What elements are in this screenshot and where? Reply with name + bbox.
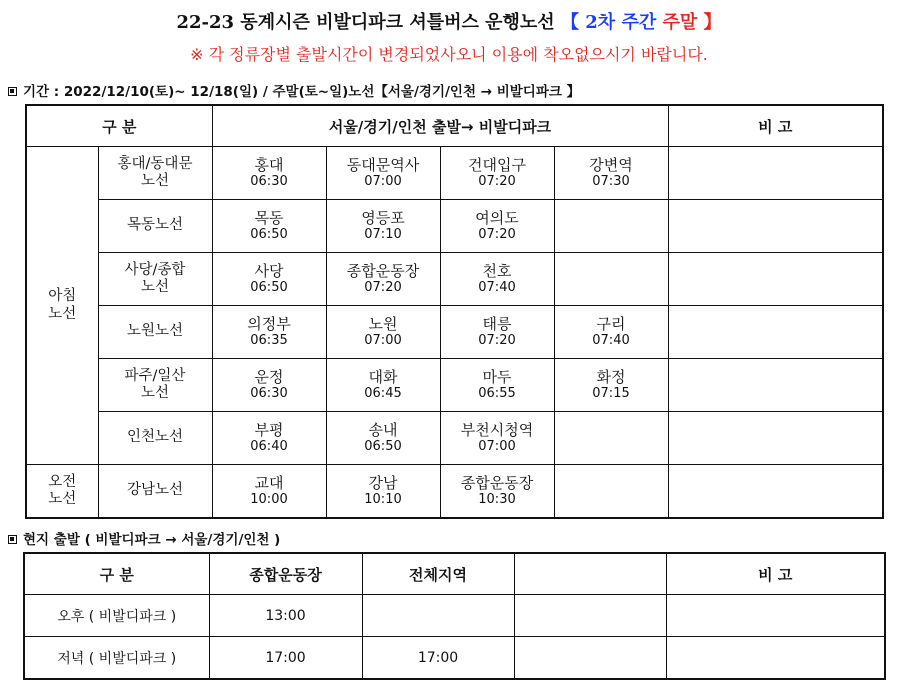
route-name: 강남노선 — [126, 482, 184, 499]
table-cell — [362, 595, 514, 637]
route-name-cell — [98, 253, 212, 306]
square-bullet-icon — [8, 535, 17, 544]
header-cell — [514, 553, 666, 595]
stop-cell — [440, 200, 554, 253]
stop-time: 07:30 — [592, 174, 630, 190]
route-name: 홍대/동대문 — [117, 155, 193, 172]
stop-time: 10:30 — [478, 492, 516, 508]
header-cell: 전체지역 — [362, 553, 514, 595]
stop-name: 부천시청역 — [460, 420, 534, 439]
route-name-cell — [98, 200, 212, 253]
stop-cell — [440, 306, 554, 359]
stop-time: 07:15 — [592, 386, 630, 402]
stop-cell — [440, 253, 554, 306]
remarks-cell — [668, 306, 883, 359]
stop-cell — [326, 200, 440, 253]
title-tag-week: 주간 — [621, 12, 657, 33]
stop-name: 건대입구 — [468, 155, 526, 174]
stop-time: 06:50 — [364, 439, 402, 455]
stop-name: 천호 — [482, 261, 512, 280]
route-name: 목동노선 — [126, 217, 184, 234]
table-row — [24, 595, 885, 637]
stop-cell — [554, 147, 668, 200]
stop-time: 06:30 — [250, 174, 288, 190]
stop-time: 10:10 — [364, 492, 402, 508]
stop-time: 07:00 — [364, 174, 402, 190]
stop-cell — [554, 306, 668, 359]
stop-cell — [326, 253, 440, 306]
table-cell: 저녁 ( 비발디파크 ) — [24, 637, 209, 680]
table-cell — [514, 637, 666, 680]
table-cell — [666, 595, 885, 637]
title-tag — [561, 12, 722, 33]
route-name-cell — [98, 412, 212, 465]
table-cell: 오후 ( 비발디파크 ) — [24, 595, 209, 637]
stop-name: 대화 — [368, 367, 398, 386]
table-cell: 17:00 — [209, 637, 362, 680]
route-name: 인천노선 — [126, 429, 184, 446]
title-main: 22-23 동계시즌 비발디파크 셔틀버스 운행노선 — [176, 12, 555, 33]
stop-time: 06:45 — [364, 386, 402, 402]
table-row — [26, 200, 883, 253]
stop-name: 강남 — [368, 473, 398, 492]
stop-cell — [440, 465, 554, 519]
route-name-cell — [98, 465, 212, 519]
stop-time: 07:20 — [364, 280, 402, 296]
period-label: 오전 — [48, 473, 77, 490]
table-row — [26, 465, 883, 519]
table-cell — [514, 595, 666, 637]
route-name: 파주/일산 — [124, 367, 186, 384]
header-cell: 비 고 — [666, 553, 885, 595]
stop-cell — [326, 306, 440, 359]
stop-cell — [212, 200, 326, 253]
stop-name: 사당 — [254, 261, 284, 280]
stop-cell — [212, 465, 326, 519]
route-name: 노선 — [140, 279, 169, 295]
stop-cell — [212, 359, 326, 412]
stop-time: 07:40 — [478, 280, 516, 296]
table-row — [26, 306, 883, 359]
section2-label: 현지 출발 ( 비발디파크 → 서울/경기/인천 ) — [23, 532, 281, 548]
table-header-row — [26, 105, 883, 147]
stop-cell — [326, 412, 440, 465]
table-header-row — [24, 553, 885, 595]
table-row — [26, 253, 883, 306]
table-row — [26, 412, 883, 465]
table-row — [26, 147, 883, 200]
stop-name: 강변역 — [589, 155, 633, 174]
stop-name: 여의도 — [475, 208, 519, 227]
stop-cell — [554, 359, 668, 412]
period-cell — [26, 147, 98, 465]
stop-time: 07:00 — [478, 439, 516, 455]
title-tag-weekend: 주말 】 — [656, 12, 722, 33]
page-title — [0, 8, 898, 34]
stop-cell — [212, 306, 326, 359]
route-name: 노선 — [140, 385, 169, 401]
table-cell: 13:00 — [209, 595, 362, 637]
header-route: 서울/경기/인천 출발→ 비발디파크 — [212, 105, 668, 147]
stop-time: 06:30 — [250, 386, 288, 402]
title-tag-open: 【 2차 — [560, 12, 622, 33]
stop-time: 07:40 — [592, 333, 630, 349]
period-cell — [26, 465, 98, 519]
stop-name: 태릉 — [482, 314, 512, 333]
header-category: 구 분 — [26, 105, 212, 147]
stop-cell — [554, 253, 668, 306]
stop-cell — [326, 465, 440, 519]
stop-name: 화정 — [596, 367, 626, 386]
table-cell: 17:00 — [362, 637, 514, 680]
stop-cell — [326, 147, 440, 200]
stop-cell — [440, 359, 554, 412]
stop-cell — [554, 200, 668, 253]
route-name-cell — [98, 359, 212, 412]
section1-heading — [8, 80, 580, 100]
stop-time: 06:50 — [250, 227, 288, 243]
remarks-cell — [668, 253, 883, 306]
stop-name: 동대문역사 — [346, 155, 420, 174]
stop-cell — [212, 253, 326, 306]
stop-name: 마두 — [482, 367, 512, 386]
table-row — [26, 359, 883, 412]
stop-name: 종합운동장 — [346, 261, 420, 280]
stop-time: 07:00 — [364, 333, 402, 349]
period-label: 노선 — [48, 305, 77, 322]
notice-text: ※ 각 정류장별 출발시간이 변경되었사오니 이용에 착오없으시기 바랍니다. — [190, 45, 708, 64]
remarks-cell — [668, 359, 883, 412]
stop-time: 07:20 — [478, 227, 516, 243]
stop-time: 07:20 — [478, 333, 516, 349]
schedule-table-return — [23, 552, 886, 680]
stop-name: 목동 — [254, 208, 284, 227]
stop-cell — [440, 147, 554, 200]
stop-name: 영등포 — [361, 208, 405, 227]
header-cell: 구 분 — [24, 553, 209, 595]
stop-time: 06:40 — [250, 439, 288, 455]
section2-heading — [8, 528, 280, 548]
stop-cell — [554, 465, 668, 519]
stop-time: 10:00 — [250, 492, 288, 508]
header-cell: 종합운동장 — [209, 553, 362, 595]
table-row — [24, 637, 885, 680]
stop-name: 구리 — [596, 314, 626, 333]
stop-name: 송내 — [368, 420, 398, 439]
section1-label: 기간 : 2022/12/10(토)~ 12/18(일) / 주말(토~일)노선【서울/경기/인천 → 비발디파크 】 — [23, 84, 581, 100]
stop-time: 06:35 — [250, 333, 288, 349]
remarks-cell — [668, 412, 883, 465]
stop-name: 의정부 — [247, 314, 291, 333]
schedule-table-outbound — [25, 104, 884, 519]
stop-cell — [212, 412, 326, 465]
square-bullet-icon — [8, 87, 17, 96]
table-cell — [666, 637, 885, 680]
stop-cell — [440, 412, 554, 465]
route-name-cell — [98, 306, 212, 359]
stop-time: 07:20 — [478, 174, 516, 190]
stop-cell — [554, 412, 668, 465]
stop-name: 운정 — [254, 367, 284, 386]
route-name: 노원노선 — [126, 323, 184, 340]
stop-time: 06:55 — [478, 386, 516, 402]
stop-name: 교대 — [254, 473, 284, 492]
remarks-cell — [668, 465, 883, 519]
stop-time: 07:10 — [364, 227, 402, 243]
stop-name: 홍대 — [254, 155, 284, 174]
header-remarks: 비 고 — [668, 105, 883, 147]
period-label: 아침 — [48, 288, 77, 305]
stop-name: 종합운동장 — [460, 473, 534, 492]
stop-cell — [212, 147, 326, 200]
stop-cell — [326, 359, 440, 412]
stop-time: 06:50 — [250, 280, 288, 296]
period-label: 노선 — [48, 491, 77, 507]
route-name: 사당/종합 — [124, 261, 186, 278]
stop-name: 부평 — [254, 420, 284, 439]
remarks-cell — [668, 200, 883, 253]
stop-name: 노원 — [368, 314, 398, 333]
route-name: 노선 — [140, 173, 169, 189]
route-name-cell — [98, 147, 212, 200]
remarks-cell — [668, 147, 883, 200]
